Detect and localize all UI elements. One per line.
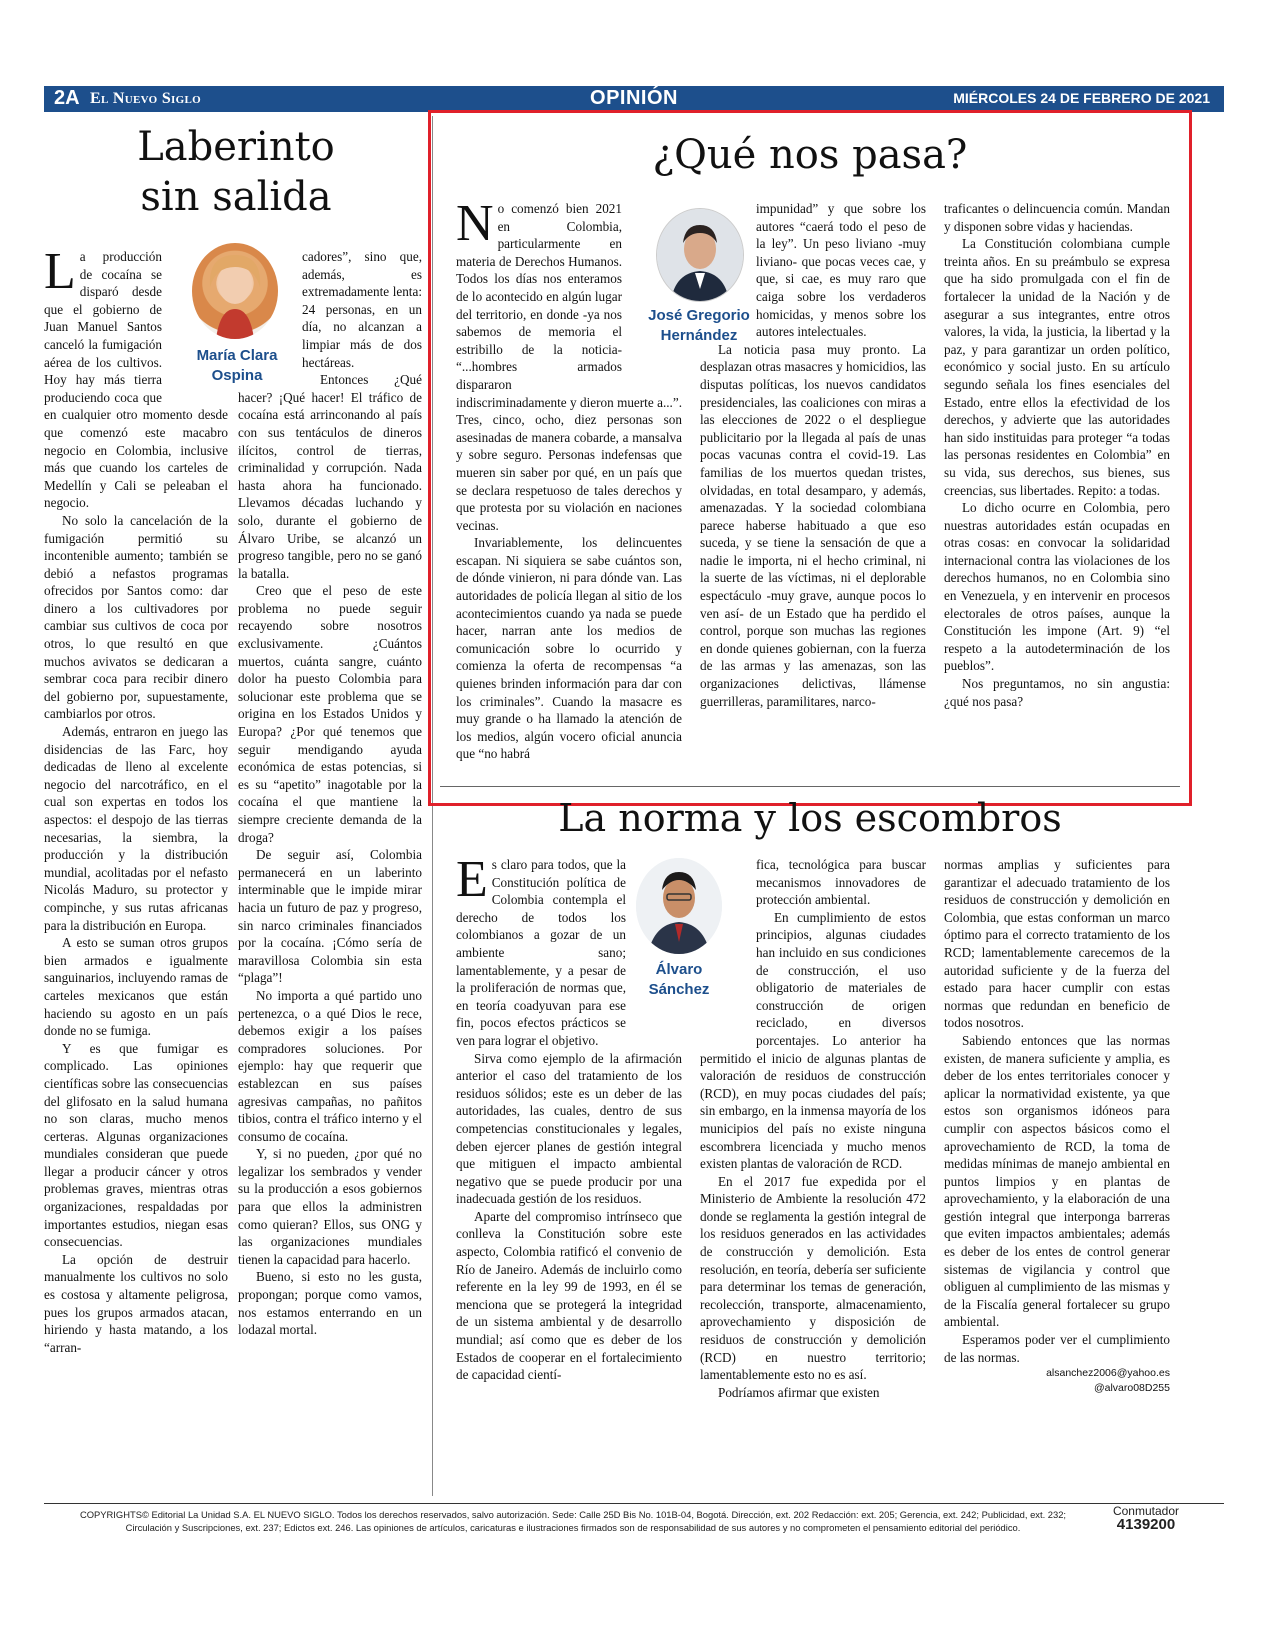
dropcap: E — [456, 851, 488, 908]
page-header — [44, 86, 1224, 112]
article3-column3: normas amplias y suficientes para garantizar el adecuado tratamiento de los residuos de construcción y demolición en Colombia, que estas conforman un marco óptimo para el correcto tratamiento de los RCD; lamentablemente carecemos de la autoridad suficiente y de la fuerza del estado para hacer cumplir con estas normas que redundan en beneficio de todos nosotros. Sabiendo entonces que las normas existen, de manera suficiente y amplia, es deber de los entes territoriales conocer y aplicar la normatividad existente, ya que estos son organismos idóneos para cumplir con aspectos básicos como el aprovechamiento de RCD, la toma de medidas mínimas de manejo ambiental en puntos limpios y en plantas de aprovechamiento, y la elaboración de una gestión integral que interponga barreras que eviten impactos ambientales; además es deber de los entes de control generar sistemas de vigilancia y control que obliguen al cumplimiento de las mismas y de la Fiscalía general fortalecer su grupo ambiental. Esperamos poder ver el cumplimiento de las normas. alsanchez2006@yahoo.es @alvaro08D255 — [944, 857, 1170, 1395]
article2-column3: traficantes o delincuencia común. Mandan y disponen sobre vidas y haciendas. La Constitución colombiana cumple treinta años. En su preámbulo se expresa que ha sido promulgada con el fin de fortalecer la unidad de la Nación y de asegurar a sus integrantes, entre otros valores, la vida, la justicia, la libertad y la paz, y para garantizar un orden político, económico y social justo. En su artículo segundo señala los fines esenciales del Estado, entre ellos la efectividad de los derechos, y advierte que las autoridades han sido instituidas para proteger “a todas las personas residentes en Colombia” en su vida, sus derechos, sus bienes, sus creencias, sus libertades. Repito: a todas. Lo dicho ocurre en Colombia, pero nuestras autoridades están ocupadas en otras cosas: en convocar la solidaridad internacional contra las violaciones de los derechos humanos, no en Colombia sino en Venezuela, y en intervenir en procesos electorales de otros países, aunque la Constitución les impone (Art. 9) “el respeto a la autodeterminación de los pueblos”. Nos preguntamos, no sin angustia: ¿qué nos pasa? — [944, 201, 1170, 709]
author-name-article2: José Gregorio Hernández — [648, 307, 750, 344]
article1-title: Laberinto sin salida — [137, 124, 335, 220]
footer-copyright: COPYRIGHTS© Editorial La Unidad S.A. EL NUEVO SIGLO. Todos los derechos reservados, salvo autorización. Sede: Calle 25D Bis No. 101B-04, Bogotá. Dirección, ext. 202 Redacción: ext. 205; Gerencia, ext. 242; Publicidad, ext. 232; Circulación y Suscripciones, ext. 237; Edictos ext. 246. Las opiniones de artículos, caricaturas e ilustraciones firmados son de responsabilidad de sus autores y no comprometen el pensamiento editorial del periódico. — [79, 1509, 1067, 1533]
article1-column2: cadores”, sino que, además, es extremadamente lenta: 24 personas, en un día, no alcanzan a limpiar más de dos hectáreas. Entonces ¿Qué hacer? ¡Qué hacer! El tráfico de cocaína está arrinconando al país con sus tentáculos de dineros ilícitos, control de tierras, criminalidad y corrupción. Nada hasta ahora ha funcionado. Llevamos décadas luchando y solo, durante el gobierno de Álvaro Uribe, se alcanzó un progreso tangible, pero no se ganó la batalla. Creo que el peso de este problema no puede seguir recayendo sobre nosotros exclusivamente. ¿Cuántos muertos, cuánta sangre, cuánto dolor ha puesto Colombia para solucionar este problema que se origina en los Estados Unidos y Europa? ¿Por qué tenemos que seguir mendigando ayuda económica de estas potencias, si es su “apetito” inagotable por la cocaína el que mantiene la siempre creciente demanda de la droga? De seguir así, Colombia permanecerá en un laberinto interminable que le impide mirar hacia un futuro de paz y progreso, sin narco criminales financiados por la cocaína. ¡Cómo sería de maravillosa Colombia sin esta “plaga”! No importa a qué partido uno pertenezca, o a qué Dios le rece, debemos exigir a los países compradores soluciones. Por ejemplo: hay que requerir que establezcan en sus países agresivas campañas, no pañitos tibios, contra el tráfico interno y el consumo de cocaína. Y, si no pueden, ¿por qué no legalizar los sembrados y vender su la producción a esos gobiernos para que ellos la administren como quieran? Ellos, sus ONG y las organizaciones mundiales tienen la capacidad para hacerlo. Bueno, si esto no les gusta, propongan; porque como vamos, nos estamos enterrando en un lodazal mortal. — [238, 249, 422, 1338]
dropcap: N — [456, 195, 494, 252]
article2-column2: impunidad” y que sobre los autores “caerá todo el peso de la ley”. Un peso liviano -muy liviano- que pocas veces cae, y que, si cae, es muy raro que caiga sobre los verdaderos homicidas, y menos sobre los autores intelectuales. La noticia pasa muy pronto. La desplazan otras masacres y homicidios, las disputas políticas, los nuevos candidatos presidenciales, las coaliciones con miras a las elecciones de 2022 o el despliegue publicitario por la llegada al país de unas pocas vacunas contra el covid-19. Las familias de los muertos quedan tristes, olvidadas, en total desamparo, y además, amenazadas. Y la sociedad colombiana parece haberse habituado a que eso suceda, y se tiene la sensación de que a nadie le importa, ni el hecho criminal, ni la suerte de las víctimas, ni el deplorable espectáculo -muy grave, aunque pocos lo ven así- de un Estado que ha perdido el control, porque son muchas las regiones en donde quienes gobiernan, con la fuerza de las armas y las amenazas, son las organizaciones delictivas, llámense guerrilleras, paramilitares, narco- — [700, 201, 926, 709]
section-title: OPINIÓN — [590, 87, 678, 109]
newspaper-brand: El Nuevo Siglo — [90, 90, 201, 107]
author-name-article1: María Clara Ospina — [196, 347, 278, 384]
footer-rule — [44, 1503, 1224, 1504]
article2-title: ¿Qué nos pasa? — [652, 132, 968, 178]
article1-column1: La producción de cocaína se disparó desde que el gobierno de Juan Manuel Santos canceló la fumigación aérea de los cultivos. Hoy hay más tierra produciendo coca que en cualquier otro momento desde que comenzó este macabro negocio en Colombia, inclusive más que cuando los carteles de Medellín y Cali se peleaban el negocio. No solo la cancelación de la fumigación permitió su incontenible aumento; también se debió a nefastos programas ofrecidos por Santos como: dar dinero a los cultivadores por cambiar sus cultivos de coca por otros, lo que resultó en que muchos avivatos se dedicaran a sembrar coca para recibir dinero del gobierno por, supuestamente, cambiarlos por otros. Además, entraron en juego las disidencias de las Farc, hoy dedicadas de lleno al excelente negocio del narcotráfico, en el cual son expertas en todos los aspectos: el despojo de las tierras necesarias, la siembra, la producción y la distribución mundial, acolitadas por el nefasto Nicolás Maduro, su protector y compinche, y sus rutas africanas para la distribución en Europa. A esto se suman otros grupos bien armados e igualmente sanguinarios, incluyendo ramas de carteles mexicanos que están haciendo su agosto en un país donde no se fumiga. Y es que fumigar es complicado. Las opiniones científicas sobre las consecuencias del glifosato en la salud humana no son claras, mucho menos certeras. Algunas organizaciones mundiales consideran que puede llegar a producir cáncer y otros problemas graves, mientras otras organizaciones, respaldadas por importantes estudios, niegan esas consecuencias. La opción de destruir manualmente los cultivos no solo es costosa y altamente peligrosa, pues los grupos armados atacan, hiriendo y hasta matando, a los “arran- — [44, 243, 228, 1355]
dropcap: L — [44, 243, 76, 300]
article-divider — [440, 786, 1180, 787]
article3-title: La norma y los escombros — [558, 796, 1062, 840]
author-social-handle[interactable]: @alvaro08D255 — [1093, 1382, 1170, 1395]
footer-conmutador: Conmutador 4139200 — [1112, 1504, 1180, 1533]
article2-column1: No comenzó bien 2021 en Colombia, particularmente en materia de Derechos Humanos. Todos los días nos enteramos de lo acontecido en algún lugar del territorio, en donde -ya nos sabemos de memoria el estribillo de la noticia- “...hombres armados dispararon indiscriminadamente y dieron muerte a...”. Tres, cinco, ocho, diez personas son asesinadas de manera cobarde, a mansalva y sobre seguro. Personas indefensas que mueren sin saber por qué, en un país que se declara respetuoso de tales derechos y que protesta por su violación en naciones vecinas. Invariablemente, los delincuentes escapan. Ni siquiera se sabe cuántos son, de dónde vinieron, ni para dónde van. Las autoridades de policía llegan al sitio de los acontecimientos cuando ya nada se puede hacer, narran ante los medios de comunicación sobre lo ocurrido y comienza la oferta de recompensas “a quienes brinden información para dar con los criminales”. Cuando la masacre es muy grande o ha llamado la atención de los medios, algún vocero oficial anuncia que “no habrá — [456, 195, 682, 762]
author-email[interactable]: alsanchez2006@yahoo.es — [1046, 1367, 1170, 1380]
article3-column2: fica, tecnológica para buscar mecanismos innovadores de protección ambiental. En cumplimiento de estos principios, algunas ciudades han incluido en sus condiciones de construcción, el uso obligatorio de materiales de construcción de origen reciclado, en diversos porcentajes. Lo anterior ha permitido el inicio de algunas plantas de valoración de residuos de construcción (RCD), en muy pocas ciudades del país; sin embargo, en la inmensa mayoría de los municipios del país no existe ninguna escombrera licenciada y mucho menos existen plantas de valoración de RCD. En el 2017 fue expedida por el Ministerio de Ambiente la resolución 472 donde se reglamenta la gestión integral de los residuos generados en las actividades de construcción y demolición. Esta resolución, en teoría, debería ser suficiente para determinar los temas de generación, recolección, transporte, almacenamiento, aprovechamiento y disposición de residuos de construcción y demolición (RCD) en nuestro territorio; lamentablemente esto no es así. Podríamos afirmar que existen — [700, 857, 926, 1400]
page-number: 2A — [54, 87, 80, 109]
author-name-article3: Álvaro Sánchez — [648, 961, 710, 998]
issue-date: MIÉRCOLES 24 DE FEBRERO DE 2021 — [953, 90, 1210, 106]
article3-column1: Es claro para todos, que la Constitución política de Colombia contempla el derecho de todos los colombianos a gozar de un ambiente sano; lamentablemente, y a pesar de la proliferación de normas que, en teoría coadyuvan para ese fin, pocos efectos prácticos se ven para lograr el objetivo. Sirva como ejemplo de la afirmación anterior el caso del tratamiento de los residuos sólidos; este es un deber de las autoridades, las cuales, dentro de sus competencias constitucionales y legales, deben ejercer planes de gestión integral que mitiguen el impacto ambiental negativo que se puede producir por una inadecuada gestión de los residuos. Aparte del compromiso intrínseco que conlleva la Constitución sobre este aspecto, Colombia ratificó el convenio de Río de Janeiro. Además de incluirlo como referente en la ley 99 de 1993, en él se menciona que se protegerá la integridad de un sistema ambiental y de desarrollo mundial; así como que es deber de los Estados de cooperar en el fortalecimiento de capacidad cientí- — [456, 851, 682, 1383]
